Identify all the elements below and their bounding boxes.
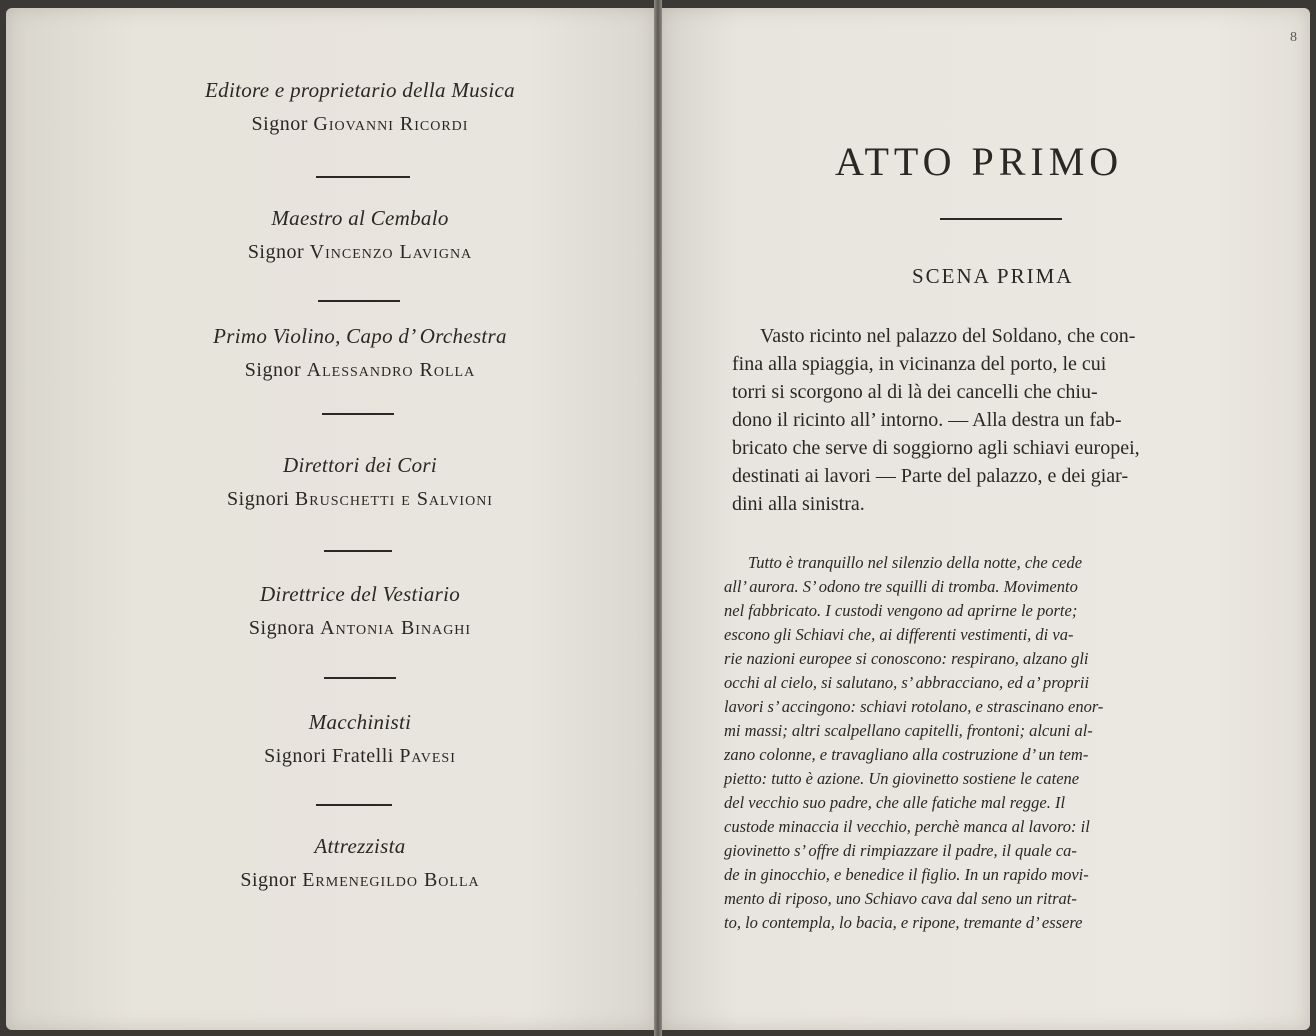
direction-line: nel fabbricato. I custodi vengono ad aprirne le porte; bbox=[724, 601, 1078, 620]
credit-person bbox=[0, 869, 720, 892]
credit-name: Giovanni Ricordi bbox=[313, 113, 469, 135]
credit-name: Alessandro Rolla bbox=[306, 359, 476, 381]
direction-line: rie nazioni europee si conoscono: respirano, alzano gli bbox=[724, 649, 1089, 668]
scene-title: SCENA PRIMA bbox=[912, 264, 1074, 288]
credit-first-violin bbox=[0, 324, 720, 382]
direction-line: mi massi; altri scalpellano capitelli, frontoni; alcuni al- bbox=[724, 721, 1093, 740]
divider-rule bbox=[324, 550, 392, 552]
direction-line: lavori s’ accingono: schiavi rotolano, e strascinano enor- bbox=[724, 697, 1104, 716]
description-line: torri si scorgono al di là dei cancelli che chiu- bbox=[732, 381, 1098, 403]
credit-name: Vincenzo Lavigna bbox=[309, 241, 473, 263]
direction-line: all’ aurora. S’ odono tre squilli di tromba. Movimento bbox=[724, 577, 1078, 596]
credit-role: Macchinisti bbox=[308, 710, 412, 734]
description-line: Vasto ricinto nel palazzo del Soldano, che con- bbox=[760, 325, 1136, 347]
act-title: ATTO PRIMO bbox=[835, 139, 1124, 184]
credit-person bbox=[0, 745, 720, 768]
credit-person bbox=[0, 617, 720, 640]
direction-line: escono gli Schiavi che, ai differenti vestimenti, di va- bbox=[724, 625, 1074, 644]
credit-prefix: Signora bbox=[248, 617, 315, 639]
direction-line: occhi al cielo, si salutano, s’ abbracciano, ed a’ proprii bbox=[724, 673, 1090, 692]
description-line: destinati ai lavori — Parte del palazzo, e dei giar- bbox=[732, 465, 1129, 487]
credit-role: Attrezzista bbox=[314, 834, 406, 858]
credit-machinists bbox=[0, 710, 720, 768]
divider-rule bbox=[322, 413, 394, 415]
description-line: bricato che serve di soggiorno agli schiavi europei, bbox=[732, 437, 1140, 459]
credit-person bbox=[0, 359, 720, 382]
credit-prefix: Signori bbox=[227, 488, 290, 510]
direction-line: to, lo contempla, lo bacia, e ripone, tremante d’ essere bbox=[724, 913, 1083, 932]
direction-line: de in ginocchio, e benedice il figlio. In un rapido movi- bbox=[724, 865, 1089, 884]
credit-name: Antonia Binaghi bbox=[320, 617, 472, 639]
description-line: fina alla spiaggia, in vicinanza del porto, le cui bbox=[732, 353, 1107, 375]
credit-publisher bbox=[0, 78, 720, 136]
credit-prefix: Signor bbox=[251, 113, 308, 135]
credit-name: Pavesi bbox=[399, 745, 456, 767]
credit-role: Editore e proprietario della Musica bbox=[205, 78, 515, 102]
credit-person bbox=[0, 488, 720, 511]
credit-prefix: Signor bbox=[240, 869, 297, 891]
direction-line: del vecchio suo padre, che alle fatiche mal regge. Il bbox=[724, 793, 1066, 812]
credit-props bbox=[0, 834, 720, 892]
credit-role: Primo Violino, Capo d’ Orchestra bbox=[213, 324, 507, 348]
divider-rule bbox=[318, 300, 400, 302]
credit-person bbox=[0, 241, 720, 264]
credit-choir-directors bbox=[0, 453, 720, 511]
credit-role: Direttori dei Cori bbox=[283, 453, 437, 477]
credit-name: Bruschetti e Salvioni bbox=[294, 488, 493, 510]
stage-directions bbox=[724, 551, 1260, 935]
title-rule bbox=[940, 218, 1062, 220]
credit-prefix: Signor bbox=[247, 241, 305, 263]
description-line: dono il ricinto all’ intorno. — Alla destra un fab- bbox=[732, 409, 1122, 431]
divider-rule bbox=[316, 804, 392, 806]
direction-line: pietto: tutto è azione. Un giovinetto sostiene le catene bbox=[724, 769, 1080, 788]
credit-role: Maestro al Cembalo bbox=[271, 206, 449, 230]
scene-description bbox=[732, 322, 1260, 518]
credit-harpsichord bbox=[0, 206, 720, 264]
direction-line: giovinetto s’ offre di rimpiazzare il padre, il quale ca- bbox=[724, 841, 1077, 860]
description-line: dini alla sinistra. bbox=[732, 493, 865, 515]
page-number: 8 bbox=[1290, 30, 1297, 45]
direction-line: mento di riposo, uno Schiavo cava dal seno un ritrat- bbox=[724, 889, 1077, 908]
direction-line: custode minaccia il vecchio, perchè manca al lavoro: il bbox=[724, 817, 1090, 836]
divider-rule bbox=[324, 677, 396, 679]
credit-prefix: Signori Fratelli bbox=[264, 745, 394, 767]
credit-wardrobe bbox=[0, 582, 720, 640]
direction-line: zano colonne, e travagliano alla costruzione d’ un tem- bbox=[724, 745, 1089, 764]
credit-person bbox=[0, 113, 720, 136]
divider-rule bbox=[316, 176, 410, 178]
credit-prefix: Signor bbox=[244, 359, 302, 381]
credit-name: Ermenegildo Bolla bbox=[302, 869, 480, 891]
credit-role: Direttrice del Vestiario bbox=[259, 582, 461, 606]
direction-line: Tutto è tranquillo nel silenzio della notte, che cede bbox=[748, 553, 1083, 572]
